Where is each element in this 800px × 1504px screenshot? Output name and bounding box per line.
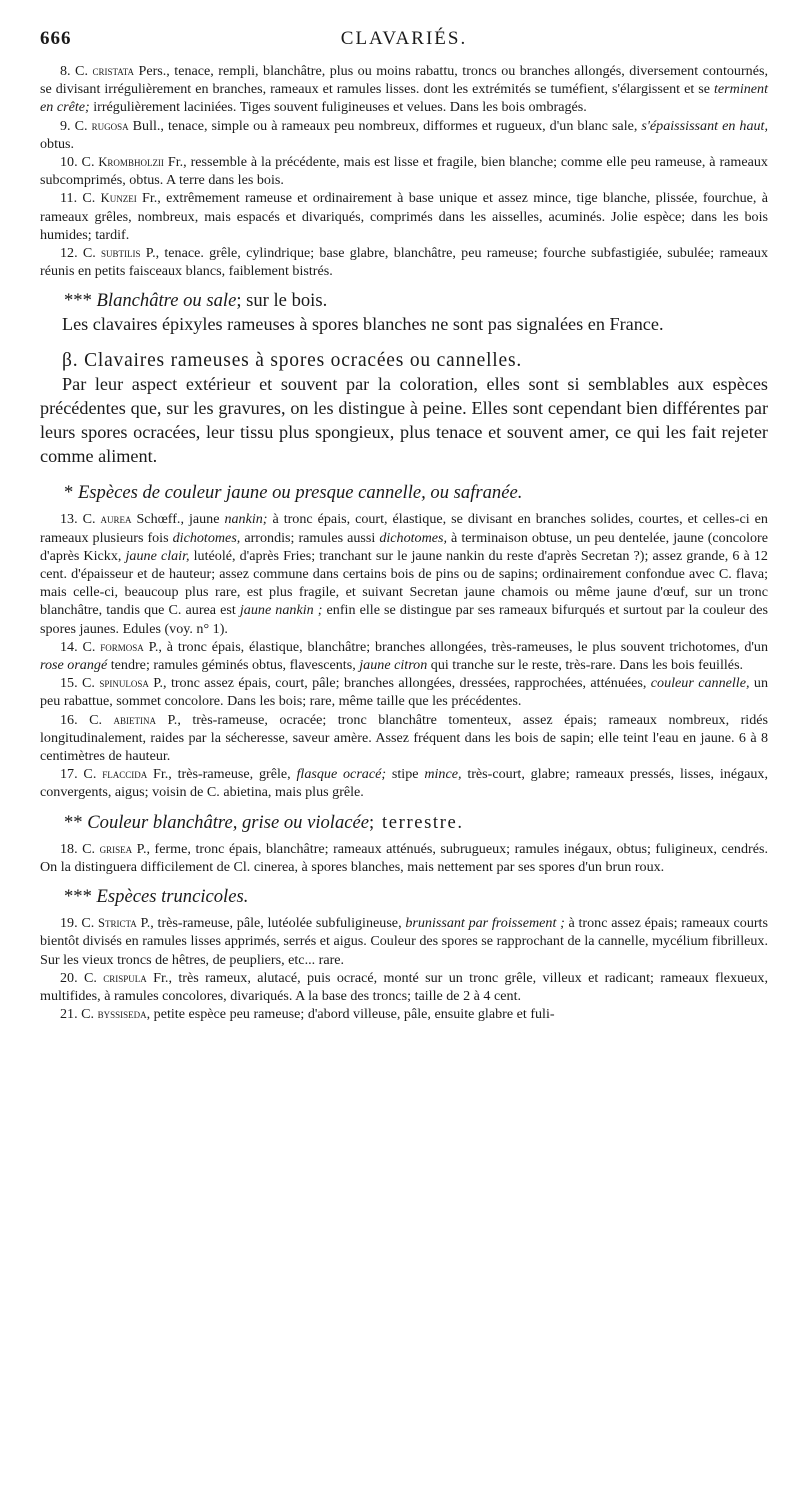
entry-16: 16. C. abietina P., très-rameuse, ocracée; tronc blanchâtre tomenteux, assez épais; rameaux nombreux, ridés longitudinalement, raides par la sécheresse, saveur amère. Assez fréquent dans les bois de sapin; elle teint l'eau en jaune. 6 à 8 centimètres de hauteur. xyxy=(40,711,768,765)
page-number: 666 xyxy=(40,28,72,49)
entry-21: 21. C. byssiseda, petite espèce peu rameuse; d'abord villeuse, pâle, ensuite glabre et fuli- xyxy=(60,1006,555,1023)
lead-paragraph-epixyles: Les clavaires épixyles rameuses à spores blanches ne sont pas signalées en France. xyxy=(62,314,664,335)
entry-14: 14. C. formosa P., à tronc épais, élastique, blanchâtre; branches allongées, très-rameuses, le plus souvent trichotomes, d'un rose orangé tendre; ramules géminés obtus, flavescents, jaune citron qui tranche sur le reste, très-rare. Dans les bois feuillés. xyxy=(40,638,768,674)
subsection-title-beta: β. Clavaires rameuses à spores ocracées ou cannelles. xyxy=(62,350,523,372)
section-heading-grey: ** Couleur blanchâtre, grise ou violacée; terrestre. xyxy=(64,811,464,833)
entry-18: 18. C. grisea P., ferme, tronc épais, blanchâtre; rameaux atténués, subrugueux; ramules inégaux, obtus; fuligineux, cendrés. On la distinguera difficilement de Cl. cinerea, à spores blanches, mais nettement par ses spores d'un brun roux. xyxy=(40,840,768,875)
running-title: CLAVARIÉS. xyxy=(340,28,468,49)
page-header xyxy=(40,28,768,52)
entry-20: 20. C. crispula Fr., très rameux, alutacé, puis ocracé, monté sur un tronc grêle, villeux et radicant; rameaux flexueux, multifides, à ramules concolores, divariqués. A la base des troncs; taille de 2 à 4 cent. xyxy=(40,969,768,1004)
lead-paragraph-ocracees: Par leur aspect extérieur et souvent par la coloration, elles sont si semblables aux espèces précédentes que, sur les gravures, on les distingue à peine. Elles sont cependant bien différentes par leurs spores ocracées, leur tissu plus spongieux, plus tenace et souvent amer, ce qui les fait rejeter comme aliment. xyxy=(40,374,768,467)
entry-13: 13. C. aurea Schœff., jaune nankin; à tronc épais, court, élastique, se divisant en branches solides, courtes, et celles-ci en rameaux plusieurs fois dichotomes, arrondis; ramules aussi dichotomes, à terminaison obtuse, un peu dentelée, jaune (concolore d'après Kickx, jaune clair, lutéolé, d'après Fries; tranchant sur le jaune nankin du reste d'après Secretan ?); assez grande, 6 à 12 cent. d'épaisseur et de hauteur; assez commune dans certains bois de pins ou de sapins; ordinairement confondue avec C. flava; mais celle-ci, beaucoup plus rare, est plus fragile, et suivant Secretan jaune chamois ou même jaune d'œuf, sur un tronc blanchâtre, tandis que C. aurea est jaune nankin ; enfin elle se distingue par ses rameaux bifurqués et surtout par la couleur des spores jaunes. Edules (voy. n° 1). xyxy=(40,511,769,637)
entry-9: 9. C. rugosa Bull., tenace, simple ou à rameaux peu nombreux, difformes et rugueux, d'un blanc sale, s'épaississant en haut, obtus. xyxy=(40,117,768,152)
entry-12: 12. C. subtilis P., tenace. grêle, cylindrique; base glabre, blanchâtre, peu rameuse; fourche subfastigiée, subulée; rameaux réunis en petits faisceaux blancs, faiblement bistrés. xyxy=(40,245,768,280)
entry-8: 8. C. cristata Pers., tenace, rempli, blanchâtre, plus ou moins rabattu, troncs ou branches allongés, diversement contournés, se divisant irrégulièrement en branches, rameaux et ramules lisses. dont les extrémités se tuméfient, s'élargissent et se terminent en crête; irrégulièrement laciniées. Tiges souvent fuligineuses et velues. Dans les bois ombragés. xyxy=(40,63,768,116)
page-body xyxy=(40,62,768,1023)
entry-15: 15. C. spinulosa P., tronc assez épais, court, pâle; branches allongées, dressées, rapprochées, atténuées, couleur cannelle, un peu rabattue, sommet concolore. Dans les bois; rare, même taille que les précédentes. xyxy=(40,675,768,710)
entry-17: 17. C. flaccida Fr., très-rameuse, grêle, flasque ocracé; stipe mince, très-court, glabre; rameaux pressés, lisses, inégaux, convergents, aigus; voisin de C. abietina, mais plus grêle. xyxy=(40,766,768,801)
entry-19: 19. C. Stricta P., très-rameuse, pâle, lutéolée subfuligineuse, brunissant par froissement ; à tronc assez épais; rameaux courts bientôt divisés en ramules lisses apprimés, serrés et aigus. Couleur des spores se rapprochant de la cannelle, mycélium fibrilleux. Sur les vieux troncs de hêtres, de peupliers, etc... rare. xyxy=(40,915,768,968)
entry-10: 10. C. Krombholzii Fr., ressemble à la précédente, mais est lisse et fragile, bien blanche; comme elle peu rameuse, à rameaux subcomprimés, obtus. A terre dans les bois. xyxy=(40,154,768,189)
section-heading-yellow: * Espèces de couleur jaune ou presque cannelle, ou safranée. xyxy=(64,482,523,504)
entry-11: 11. C. Kunzei Fr., extrêmement rameuse et ordinairement à base unique et assez mince, tige blanche, plissée, fourchue, à rameaux grêles, nombreux, mais espacés et divariqués, comprimés dans les aisselles, acuminés. Jolie espèce; dans les bois humides; tardif. xyxy=(40,190,769,243)
section-heading-truncicoles: *** Espèces truncicoles. xyxy=(64,886,249,908)
section-heading-white-wood: *** Blanchâtre ou sale; sur le bois. xyxy=(64,290,328,312)
